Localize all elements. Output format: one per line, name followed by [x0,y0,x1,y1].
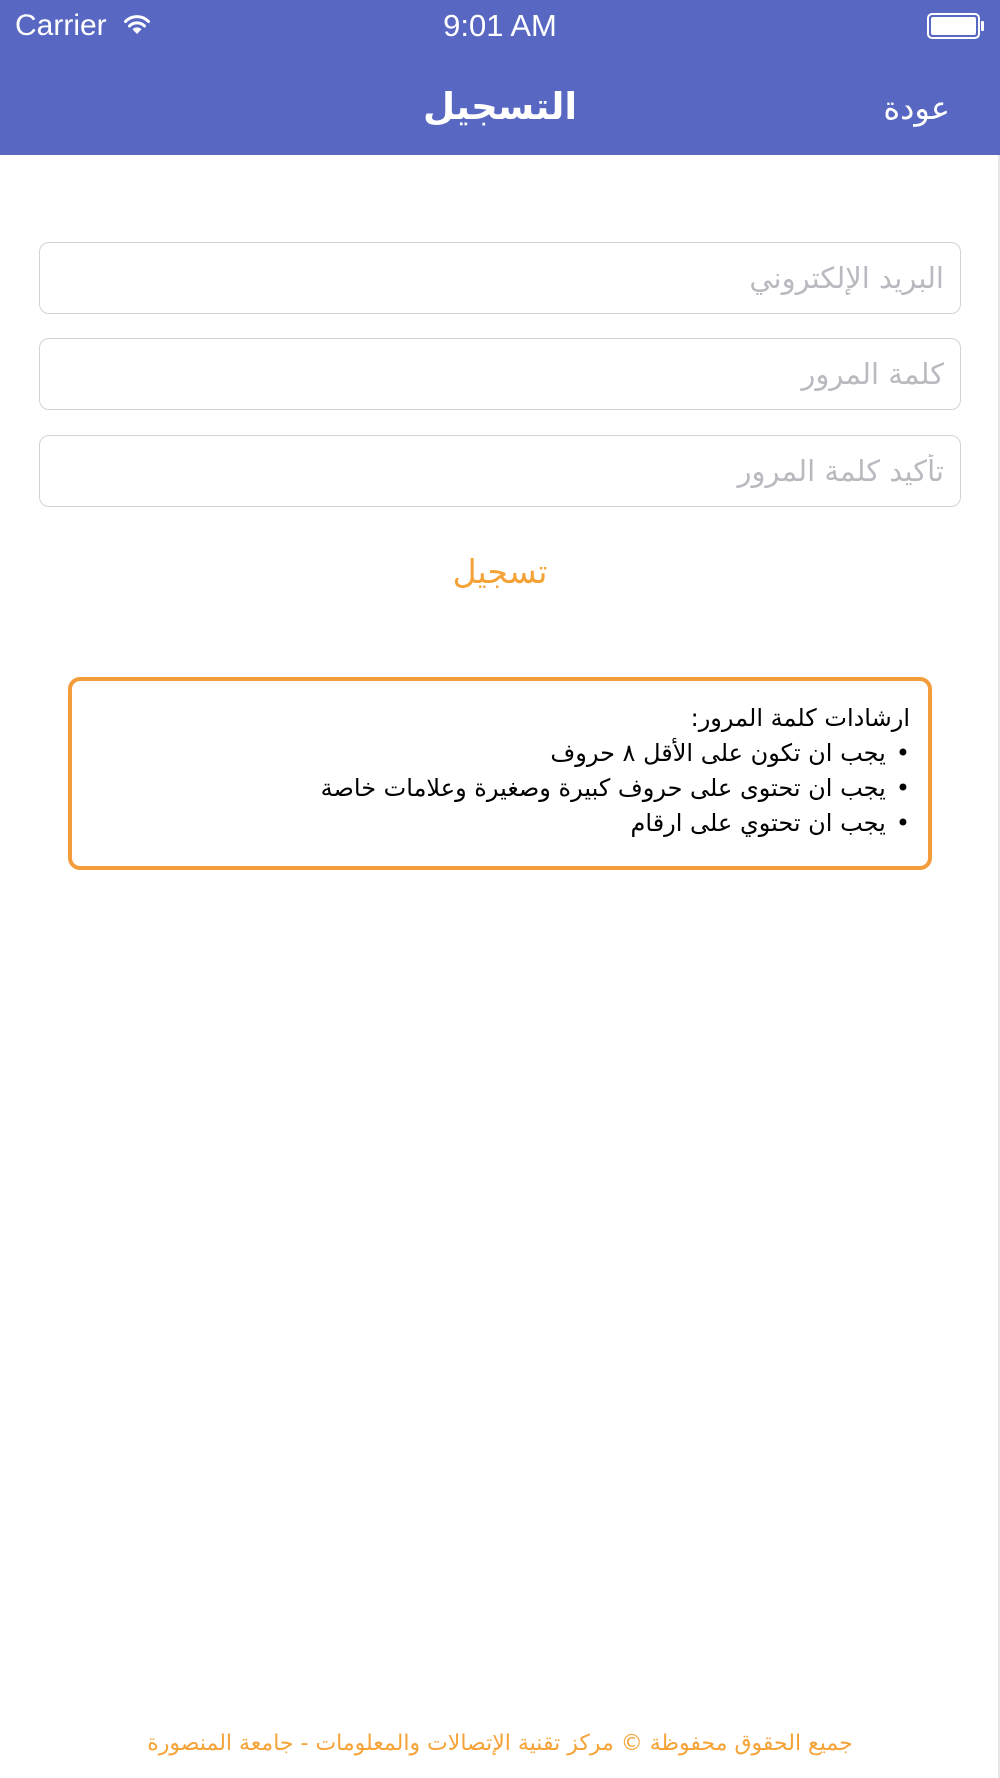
hint-text: يجب ان تكون على الأقل ٨ حروف [550,739,886,767]
confirm-password-field[interactable] [40,436,960,506]
bullet: • [895,739,910,767]
status-time: 9:01 AM [443,8,557,43]
back-button[interactable]: عودة [883,89,950,127]
hint-item [90,736,910,771]
password-field[interactable] [40,339,960,409]
battery-icon [927,13,985,39]
register-button[interactable]: تسجيل [0,547,1000,597]
carrier-label: Carrier [15,9,107,42]
hints-title: ارشادات كلمة المرور: [690,704,910,732]
bullet: • [895,809,910,837]
hint-item [90,771,910,806]
email-field-container [39,242,961,314]
confirm-password-field-container [39,435,961,507]
copyright-footer: جميع الحقوق محفوظة © مركز تقنية الإتصالات والمعلومات - جامعة المنصورة [147,1731,853,1756]
email-field[interactable] [40,243,960,313]
hints-list [90,736,910,841]
password-field-container [39,338,961,410]
bullet: • [895,774,910,802]
page-title: التسجيل [422,85,578,128]
password-hints-box [68,677,932,870]
hint-text: يجب ان تحتوي على ارقام [630,809,886,837]
top-bar [0,0,1000,155]
hint-text: يجب ان تحتوى على حروف كبيرة وصغيرة وعلامات خاصة [320,774,886,802]
hint-item [90,806,910,841]
